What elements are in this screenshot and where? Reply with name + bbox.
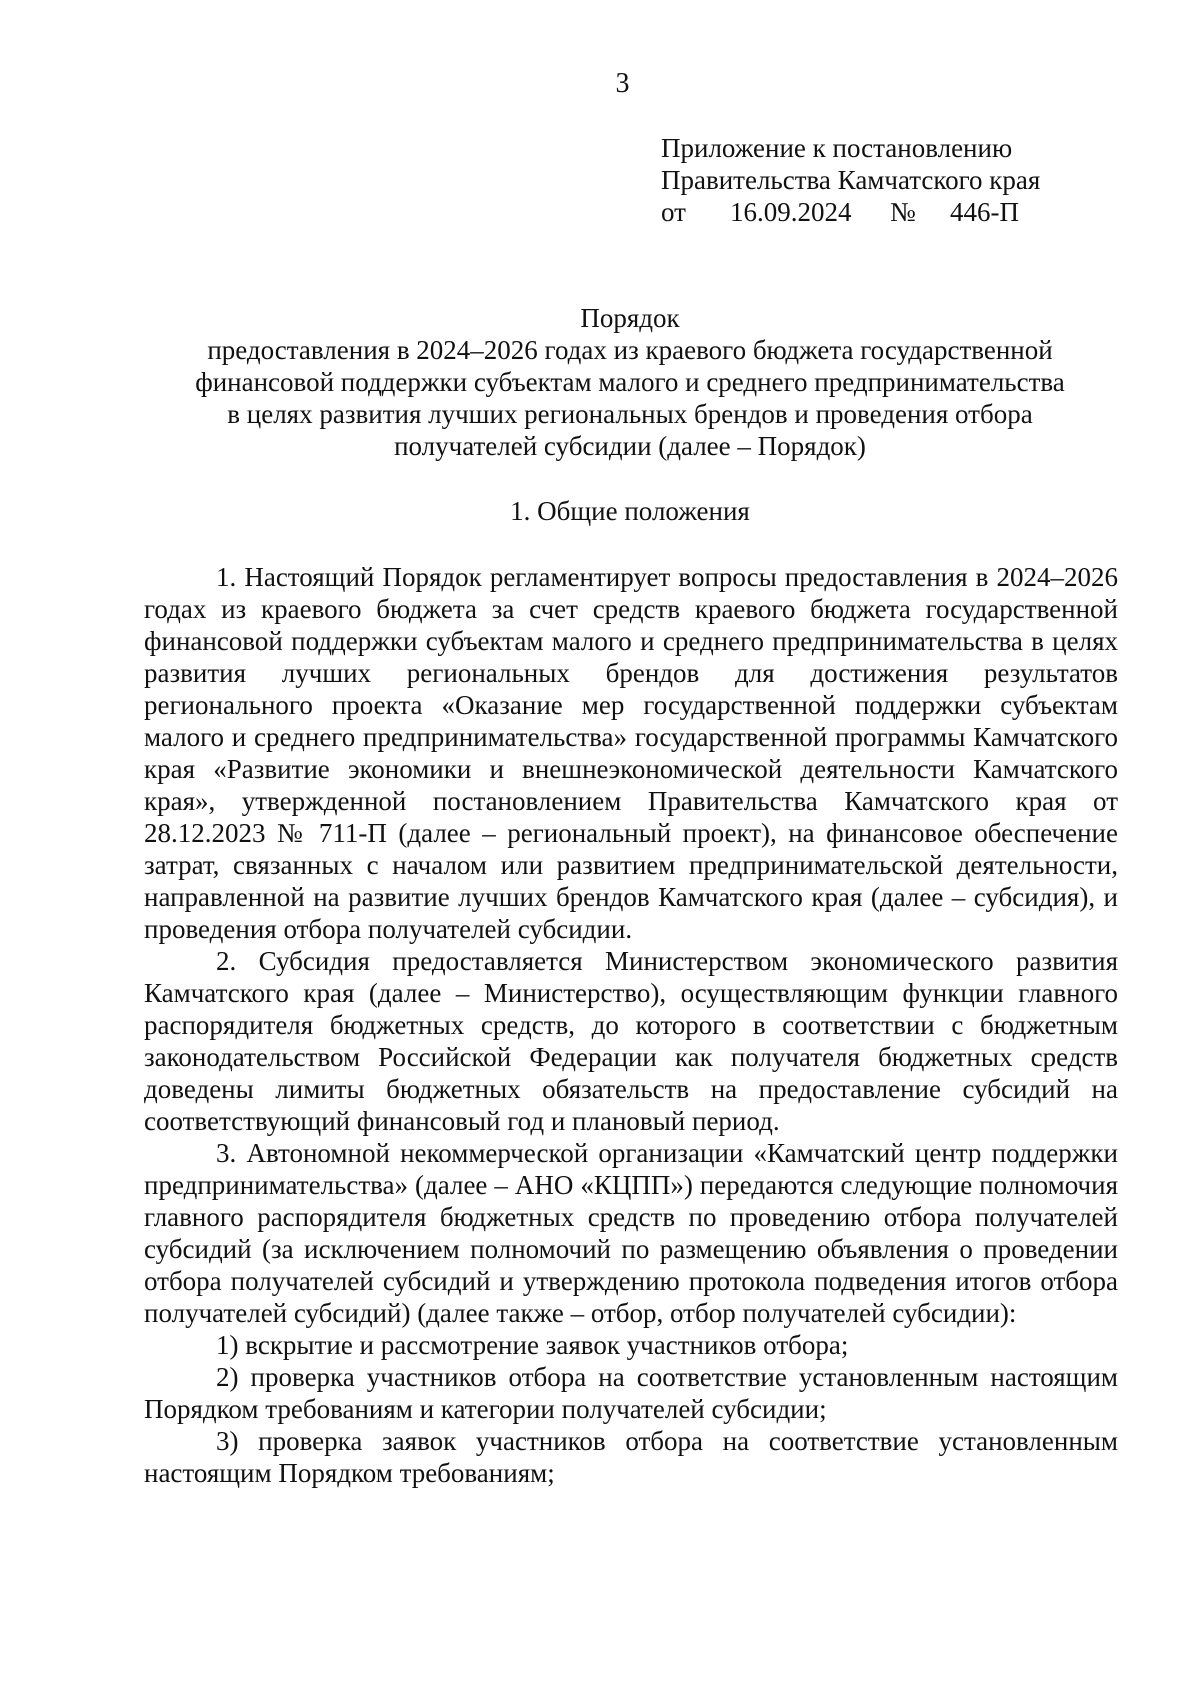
list-item-1: 1) вскрытие и рассмотрение заявок участников отбора;: [216, 1330, 849, 1360]
appendix-number: 446-П: [950, 197, 1019, 227]
title-heading: Порядок: [580, 303, 680, 333]
appendix-line-2: Правительства Камчатского края: [661, 165, 1041, 195]
page-number: 3: [615, 68, 630, 99]
title-line-1: предоставления в 2024–2026 годах из краевого бюджета государственной: [207, 335, 1053, 365]
appendix-line-1: Приложение к постановлению: [661, 133, 1013, 163]
document-title: [140, 302, 1120, 462]
title-line-2: финансовой поддержки субъектам малого и среднего предпринимательства: [195, 367, 1065, 397]
title-line-3: в целях развития лучших региональных брендов и проведения отбора: [227, 399, 1033, 429]
section-heading: 1. Общие положения: [510, 496, 750, 526]
paragraph-3: 3. Автономной некоммерческой организации «Камчатский центр поддержки предпринимательства» (далее – АНО «КЦПП») передаются следующие полномочия главного распорядителя бюджетных средств по проведению отбора получателей субсидий (за исключением полномочий по размещению объявления о проведении отбора получателей субсидий и утверждению протокола подведения итогов отбора получателей субсидий) (далее также – отбор, отбор получателей субсидии):: [144, 1138, 1118, 1328]
paragraph-2: 2. Субсидия предоставляется Министерством экономического развития Камчатского края (далее – Министерство), осуществляющим функции главного распорядителя бюджетных средств, до которого в соответствии с бюджетным законодательством Российской Федерации как получателя бюджетных средств доведены лимиты бюджетных обязательств на предоставление субсидий на соответствующий финансовый год и плановый период.: [144, 946, 1118, 1136]
appendix-number-sign: №: [890, 197, 916, 227]
list-item-2: 2) проверка участников отбора на соответствие установленным настоящим Порядком требованиям и категории получателей субсидии;: [144, 1362, 1118, 1424]
document-body: [144, 561, 1118, 1489]
title-line-4: получателей субсидии (далее – Порядок): [394, 431, 866, 461]
list-item-3: 3) проверка заявок участников отбора на соответствие установленным настоящим Порядком требованиям;: [144, 1426, 1118, 1488]
appendix-from-label: от: [661, 197, 686, 227]
paragraph-1: 1. Настоящий Порядок регламентирует вопросы предоставления в 2024–2026 годах из краевого бюджета за счет средств краевого бюджета государственной финансовой поддержки субъектам малого и среднего предпринимательства в целях развития лучших региональных брендов для достижения результатов регионального проекта «Оказание мер государственной поддержки субъектам малого и среднего предпринимательства» государственной программы Камчатского края «Развитие экономики и внешнеэкономической деятельности Камчатского края», утвержденной постановлением Правительства Камчатского края от 28.12.2023 № 711-П (далее – региональный проект), на финансовое обеспечение затрат, связанных с началом или развитием предпринимательской деятельности, направленной на развитие лучших брендов Камчатского края (далее – субсидия), и проведения отбора получателей субсидии.: [144, 562, 1118, 944]
appendix-reference: [661, 196, 1061, 228]
appendix-date: 16.09.2024: [730, 197, 852, 227]
appendix-block: [661, 132, 1061, 228]
